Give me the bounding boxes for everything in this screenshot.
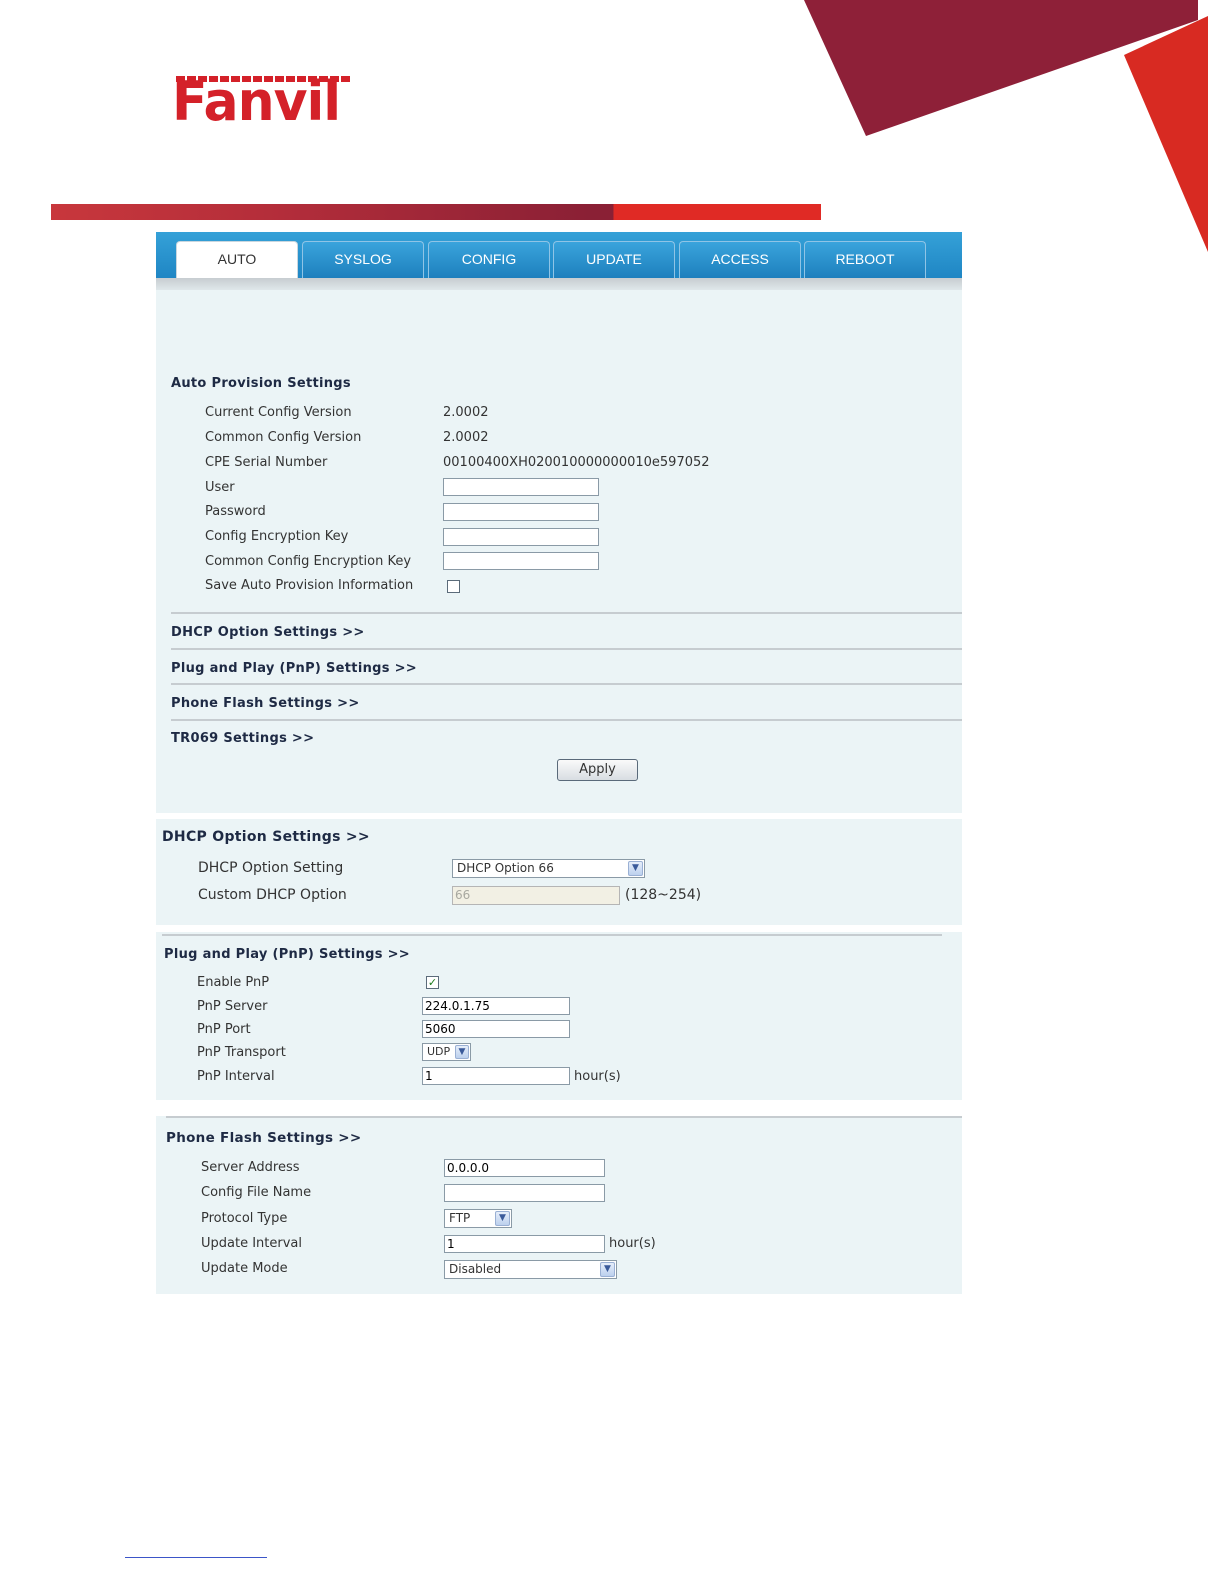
- protocol-type-value: FTP: [449, 1211, 471, 1225]
- auto-provision-panel: [156, 290, 962, 813]
- pnp-port-label: PnP Port: [197, 1022, 251, 1037]
- dhcp-option-select-value: DHCP Option 66: [457, 861, 554, 875]
- update-mode-select[interactable]: [444, 1260, 617, 1279]
- server-address-input[interactable]: 0.0.0.0: [444, 1159, 605, 1177]
- tr069-settings-link[interactable]: TR069 Settings >>: [171, 731, 315, 746]
- divider: [171, 683, 962, 685]
- fanvil-logo: [172, 70, 356, 134]
- update-mode-value: Disabled: [449, 1262, 502, 1276]
- pnp-server-input[interactable]: 224.0.1.75: [422, 997, 570, 1015]
- dhcp-option-setting-label: DHCP Option Setting: [198, 860, 344, 876]
- pnp-settings-link[interactable]: Plug and Play (PnP) Settings >>: [171, 661, 417, 676]
- tab-reboot[interactable]: REBOOT: [804, 241, 926, 278]
- tab-config[interactable]: CONFIG: [428, 241, 550, 278]
- pnp-title: Plug and Play (PnP) Settings >>: [164, 947, 410, 962]
- update-interval-input[interactable]: 1: [444, 1235, 605, 1253]
- pnp-interval-input[interactable]: 1: [422, 1067, 570, 1085]
- phone-flash-settings-link[interactable]: Phone Flash Settings >>: [171, 696, 360, 711]
- footer-link-underline: [125, 1557, 267, 1558]
- tab-auto-provision[interactable]: AUTO: [176, 241, 298, 278]
- auto-provision-title: Auto Provision Settings: [171, 376, 351, 391]
- tab-access[interactable]: ACCESS: [679, 241, 801, 278]
- chevron-down-icon: ▼: [600, 1262, 615, 1277]
- common-config-version-value: 2.0002: [443, 430, 489, 445]
- config-file-name-input[interactable]: [444, 1184, 605, 1202]
- dhcp-option-settings-link[interactable]: DHCP Option Settings >>: [171, 625, 365, 640]
- pnp-server-label: PnP Server: [197, 999, 268, 1014]
- tab-syslog[interactable]: SYSLOG: [302, 241, 424, 278]
- pnp-transport-value: UDP: [427, 1045, 451, 1058]
- dhcp-option-panel: [156, 819, 962, 925]
- protocol-type-select[interactable]: [444, 1209, 512, 1228]
- custom-dhcp-option-label: Custom DHCP Option: [198, 887, 347, 903]
- pnp-transport-label: PnP Transport: [197, 1045, 286, 1060]
- config-encryption-key-input[interactable]: [443, 528, 599, 546]
- common-config-encryption-key-input[interactable]: [443, 552, 599, 570]
- save-auto-provision-label: Save Auto Provision Information: [205, 578, 414, 593]
- protocol-type-label: Protocol Type: [201, 1211, 288, 1226]
- pnp-interval-label: PnP Interval: [197, 1069, 275, 1084]
- apply-button[interactable]: Apply: [557, 759, 638, 781]
- chevron-down-icon: ▼: [455, 1045, 469, 1059]
- pnp-transport-select[interactable]: [422, 1043, 471, 1061]
- server-address-label: Server Address: [201, 1160, 300, 1175]
- divider: [171, 648, 962, 650]
- tab-update[interactable]: UPDATE: [553, 241, 675, 278]
- update-mode-label: Update Mode: [201, 1261, 288, 1276]
- custom-dhcp-option-input[interactable]: 66: [452, 886, 620, 905]
- phone-flash-panel: [156, 1116, 962, 1294]
- divider: [171, 719, 962, 721]
- pnp-port-input[interactable]: 5060: [422, 1020, 570, 1038]
- header-gradient-bar: [51, 204, 821, 220]
- chevron-down-icon: ▼: [628, 861, 643, 876]
- password-label: Password: [205, 504, 266, 519]
- tab-bar-shadow: [156, 278, 962, 290]
- cpe-serial-number-label: CPE Serial Number: [205, 455, 328, 470]
- save-auto-provision-checkbox[interactable]: [447, 580, 460, 593]
- phone-flash-title: Phone Flash Settings >>: [166, 1130, 362, 1146]
- divider: [171, 612, 962, 614]
- custom-dhcp-option-range: (128~254): [625, 887, 702, 903]
- chevron-down-icon: ▼: [495, 1211, 510, 1226]
- common-config-version-label: Common Config Version: [205, 430, 362, 445]
- password-input[interactable]: [443, 503, 599, 521]
- cpe-serial-number-value: 00100400XH020010000000010e597052: [443, 455, 710, 470]
- corner-decoration: [804, 0, 1224, 270]
- pnp-interval-unit: hour(s): [574, 1069, 621, 1084]
- enable-pnp-label: Enable PnP: [197, 975, 270, 990]
- tab-bar: [156, 232, 962, 278]
- config-encryption-key-label: Config Encryption Key: [205, 529, 349, 544]
- logo-text: Fanvil: [172, 70, 341, 134]
- update-interval-unit: hour(s): [609, 1236, 656, 1251]
- pnp-panel: [156, 932, 962, 1100]
- current-config-version-label: Current Config Version: [205, 405, 352, 420]
- enable-pnp-checkbox[interactable]: ✓: [427, 976, 438, 989]
- dhcp-option-title: DHCP Option Settings >>: [162, 829, 370, 845]
- user-input[interactable]: [443, 478, 599, 496]
- update-interval-label: Update Interval: [201, 1236, 302, 1251]
- divider: [162, 934, 942, 936]
- config-file-name-label: Config File Name: [201, 1185, 312, 1200]
- divider: [166, 1116, 962, 1118]
- user-label: User: [205, 480, 235, 495]
- current-config-version-value: 2.0002: [443, 405, 489, 420]
- common-config-encryption-key-label: Common Config Encryption Key: [205, 554, 412, 569]
- dhcp-option-select[interactable]: [452, 859, 645, 878]
